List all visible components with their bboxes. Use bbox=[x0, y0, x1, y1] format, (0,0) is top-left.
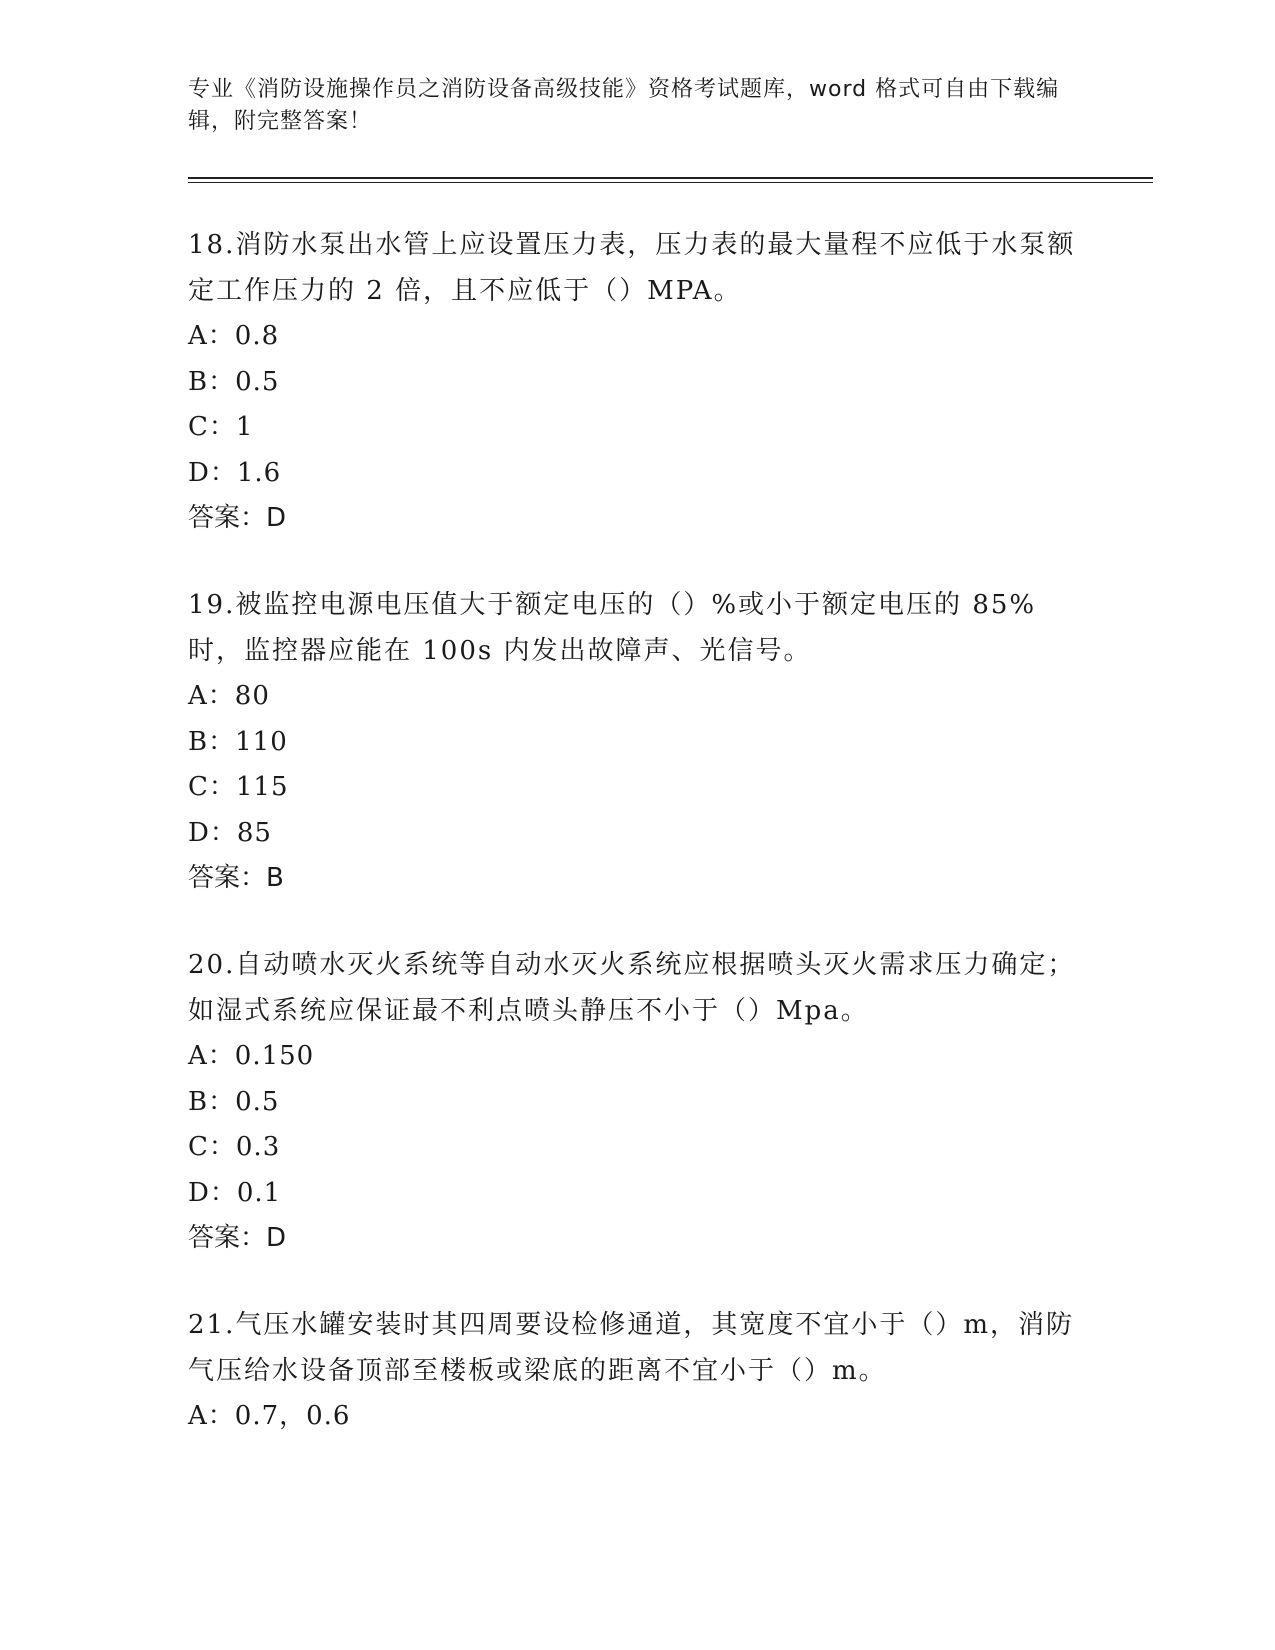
option-b: B：110 bbox=[188, 726, 288, 757]
header-divider-thick bbox=[188, 177, 1153, 179]
document-header bbox=[188, 74, 1068, 138]
option-b: B：0.5 bbox=[188, 366, 280, 397]
option-d: D：0.1 bbox=[188, 1177, 282, 1208]
question-19 bbox=[188, 582, 1088, 902]
question-20 bbox=[188, 942, 1088, 1262]
header-text: 专业《消防设施操作员之消防设备高级技能》资格考试题库，word 格式可自由下载编辑，附完整答案！ bbox=[188, 77, 1060, 134]
option-a: A：80 bbox=[188, 681, 270, 711]
question-stem: 18.消防水泵出水管上应设置压力表，压力表的最大量程不应低于水泵额定工作压力的 2 倍，且不应低于（）MPA。 bbox=[188, 230, 1076, 306]
question-21 bbox=[188, 1302, 1088, 1440]
question-stem: 19.被监控电源电压值大于额定电压的（）%或小于额定电压的 85%时，监控器应能在 100s 内发出故障声、光信号。 bbox=[188, 590, 1037, 666]
option-a: A：0.7，0.6 bbox=[188, 1401, 351, 1431]
option-c: C：1 bbox=[188, 412, 254, 442]
option-c: C：0.3 bbox=[188, 1132, 281, 1162]
header-divider-thin bbox=[188, 182, 1153, 183]
answer-line: 答案：D bbox=[188, 503, 287, 533]
answer-line: 答案：D bbox=[188, 1223, 287, 1253]
option-c: C：115 bbox=[188, 772, 289, 802]
option-a: A：0.8 bbox=[188, 321, 280, 351]
option-a: A：0.150 bbox=[188, 1041, 315, 1071]
option-b: B：0.5 bbox=[188, 1086, 280, 1117]
option-d: D：1.6 bbox=[188, 457, 282, 488]
question-stem: 21.气压水罐安装时其四周要设检修通道，其宽度不宜小于（）m，消防气压给水设备顶部至楼板或梁底的距离不宜小于（）m。 bbox=[188, 1310, 1075, 1386]
question-18 bbox=[188, 222, 1088, 542]
question-stem: 20.自动喷水灭火系统等自动水灭火系统应根据喷头灭火需求压力确定；如湿式系统应保证最不利点喷头静压不小于（）Mpa。 bbox=[188, 950, 1076, 1026]
option-d: D：85 bbox=[188, 817, 272, 848]
answer-line: 答案：B bbox=[188, 863, 284, 893]
